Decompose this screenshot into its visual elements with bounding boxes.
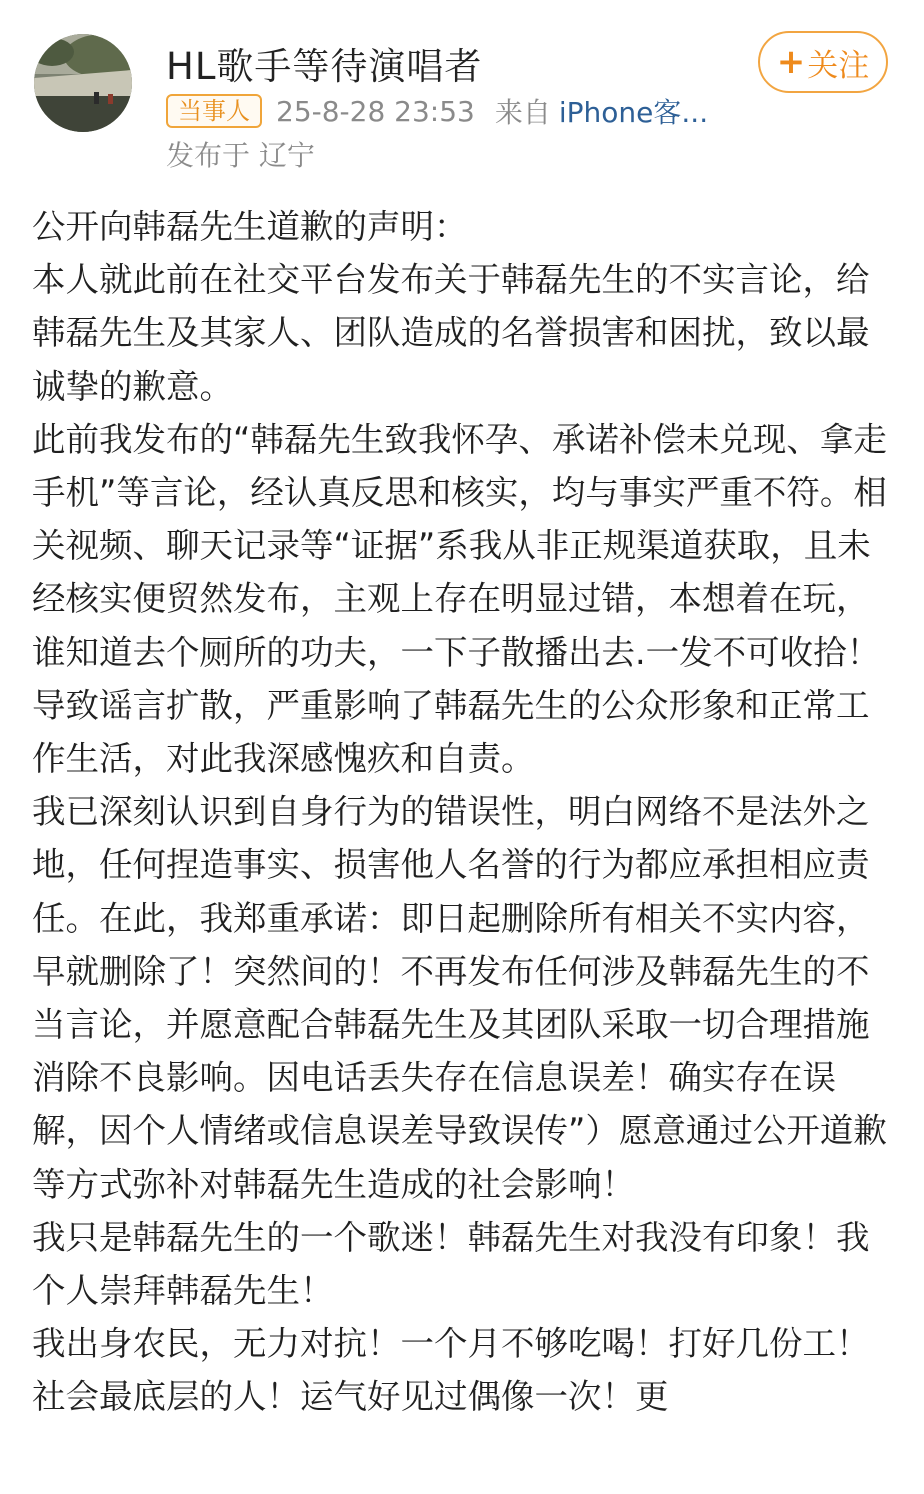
author-name[interactable]: HL歌手等待演唱者 [166, 45, 483, 88]
post-location: 发布于 辽宁 [166, 139, 315, 172]
post-paragraph: 我出身农民，无力对抗！一个月不够吃喝！打好几份工！社会最底层的人！运气好见过偶像一次！更 [32, 1324, 870, 1417]
plus-icon: + [776, 42, 806, 82]
follow-button-label: 关注 [807, 47, 870, 84]
post-paragraph: 此前我发布的“韩磊先生致我怀孕、承诺补偿未兑现、拿走手机”等言论，经认真反思和核实，均与事实严重不符。相关视频、聊天记录等“证据”系我从非正规渠道获取，且未经核实便贸然发布，主观上存在明显过错，本想着在玩，谁知道去个厕所的功夫，一下子散播出去.一发不可收拾！导致谣言扩散，严重影响了韩磊先生的公众形象和正常工作生活，对此我深感愧疚和自责。 [32, 419, 887, 779]
post-timestamp: 25-8-28 23:53 [276, 94, 475, 128]
post-body [32, 200, 892, 1424]
post-paragraph: 我只是韩磊先生的一个歌迷！韩磊先生对我没有印象！我个人崇拜韩磊先生！ [32, 1217, 870, 1311]
source-prefix: 来自 [494, 96, 551, 129]
post-header [0, 0, 924, 190]
post-paragraph: 公开向韩磊先生道歉的声明： [32, 207, 468, 246]
post-meta [166, 92, 708, 130]
source-link[interactable]: iPhone客... [558, 96, 709, 129]
post-paragraph: 本人就此前在社交平台发布关于韩磊先生的不实言论，给韩磊先生及其家人、团队造成的名誉损害和困扰，致以最诚挚的歉意。 [32, 260, 870, 406]
follow-button[interactable] [758, 31, 888, 93]
avatar-photo [34, 34, 132, 132]
status-badge: 当事人 [166, 94, 262, 128]
post-paragraph: 我已深刻认识到自身行为的错误性，明白网络不是法外之地，任何捏造事实、损害他人名誉的行为都应承担相应责任。在此，我郑重承诺：即日起删除所有相关不实内容，早就删除了！突然间的！不再发布任何涉及韩磊先生的不当言论，并愿意配合韩磊先生及其团队采取一切合理措施消除不良影响。因电话丢失存在信息误差！确实存在误解，因个人情绪或信息误差导致误传”）愿意通过公开道歉等方式弥补对韩磊先生造成的社会影响！ [32, 792, 887, 1204]
avatar[interactable] [34, 34, 132, 132]
